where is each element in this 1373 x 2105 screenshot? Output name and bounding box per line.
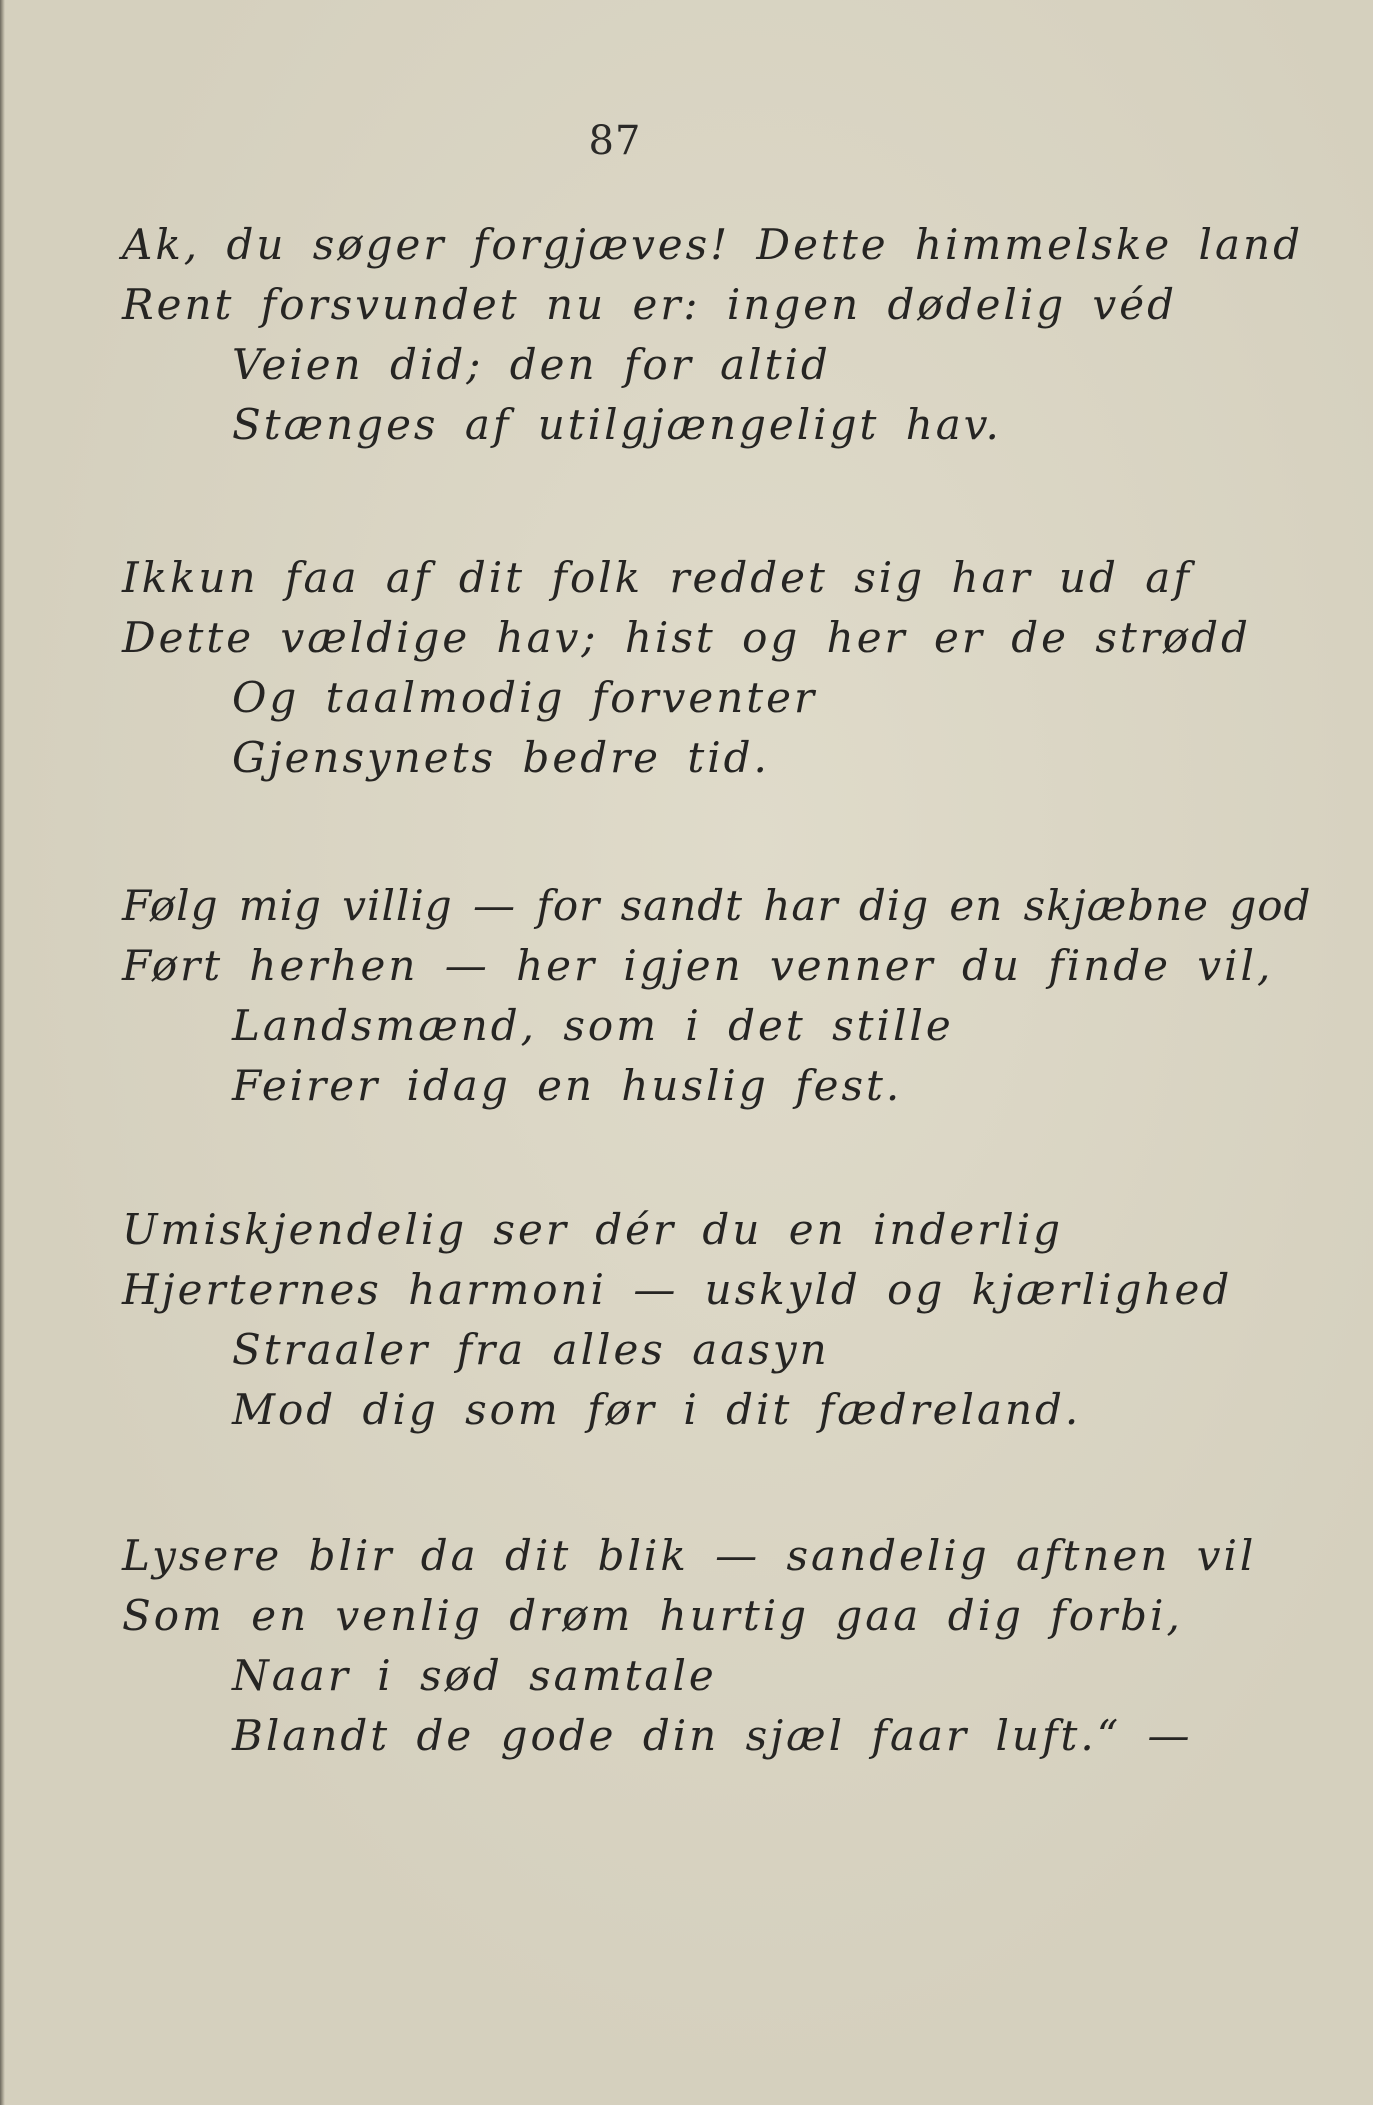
poem-line: Som en venlig drøm hurtig gaa dig forbi,: [122, 1591, 1183, 1640]
poem-line: Dette vældige hav; hist og her er de strødd: [122, 613, 1251, 662]
poem-line: Rent forsvundet nu er: ingen dødelig véd: [122, 280, 1178, 329]
poem-line: Ført herhen — her igjen venner du finde vil,: [122, 941, 1274, 990]
poem-line: Lysere blir da dit blik — sandelig aftnen vil: [122, 1531, 1257, 1580]
poem-line: Ak, du søger forgjæves! Dette himmelske land: [122, 220, 1303, 269]
poem-line: Følg mig villig — for sandt har dig en skjæbne god: [122, 881, 1312, 930]
poem-line: Gjensynets bedre tid.: [232, 733, 770, 782]
poem-line: Blandt de gode din sjæl faar luft.“ —: [232, 1711, 1193, 1760]
poem-line: Og taalmodig forventer: [232, 673, 818, 722]
poem-line: Ikkun faa af dit folk reddet sig har ud af: [122, 553, 1192, 602]
poem-line: Umiskjendelig ser dér du en inderlig: [122, 1205, 1064, 1254]
poem-line: Naar i sød samtale: [232, 1651, 717, 1700]
poem-line: Landsmænd, som i det stille: [232, 1001, 954, 1050]
poem-line: Feirer idag en huslig fest.: [232, 1061, 903, 1110]
page-binding-edge: [0, 0, 5, 2105]
poem-line: Veien did; den for altid: [232, 340, 831, 389]
poem-line: Straaler fra alles aasyn: [232, 1325, 830, 1374]
page-number: 87: [588, 118, 642, 164]
poem-line: Hjerternes harmoni — uskyld og kjærlighed: [122, 1265, 1233, 1314]
poem-line: Stænges af utilgjængeligt hav.: [232, 400, 1002, 449]
poem-line: Mod dig som før i dit fædreland.: [232, 1385, 1082, 1434]
